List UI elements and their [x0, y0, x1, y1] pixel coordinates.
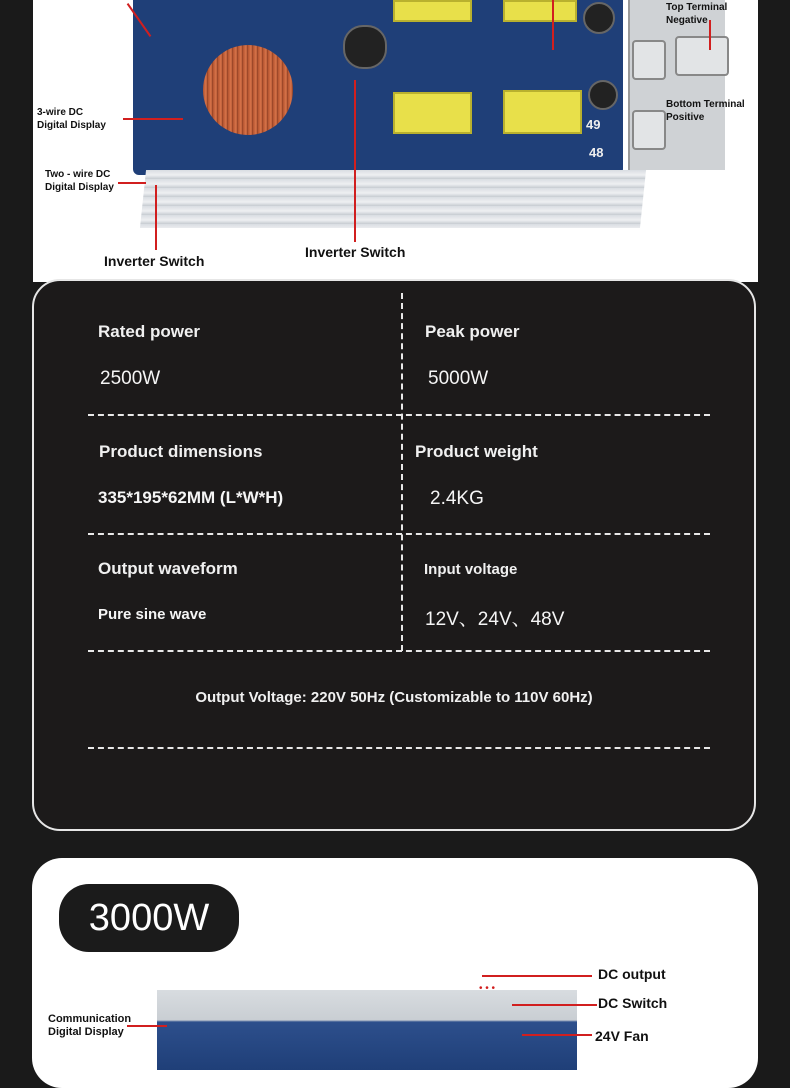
label-fan: 24V Fan: [595, 1028, 649, 1044]
dimensions-label: Product dimensions: [99, 442, 263, 461]
weight-value: 2.4KG: [430, 488, 484, 509]
label-line: Digital Display: [48, 1026, 124, 1038]
next-section-panel: [32, 858, 758, 1088]
label-line: Bottom Terminal: [666, 99, 745, 110]
callout-line: [123, 118, 183, 120]
board-diagram: [33, 0, 758, 282]
label-line: Negative: [666, 15, 708, 26]
label-line: Positive: [666, 112, 705, 123]
callout-line: [354, 80, 356, 242]
output-voltage-note: Output Voltage: 220V 50Hz (Customizable to 110V 60Hz): [195, 689, 593, 706]
callout-line: [512, 1004, 597, 1006]
label-top-terminal: [666, 1, 727, 27]
divider-vertical: [401, 293, 403, 651]
rated-power-label: Rated power: [98, 322, 201, 341]
label-line: Digital Display: [45, 182, 114, 193]
label-communication-display: [48, 1013, 131, 1039]
label-2-wire-display: [45, 168, 114, 194]
label-line: 3-wire DC: [37, 107, 84, 118]
heatsink-image: [140, 170, 646, 228]
cap-mark-48: 48: [589, 145, 604, 160]
transformer-image: [393, 0, 472, 22]
callout-line: [482, 975, 592, 977]
callout-line: [118, 182, 146, 184]
input-voltage-value: 12V、24V、48V: [425, 609, 565, 630]
rated-power-value: 2500W: [100, 368, 161, 389]
label-dc-output: DC output: [598, 966, 666, 982]
divider-row: [88, 747, 710, 749]
terminal-bolt-image: [632, 40, 666, 80]
power-badge: 3000W: [59, 884, 239, 952]
label-dc-switch: DC Switch: [598, 995, 668, 1011]
transformer-image: [503, 90, 582, 134]
label-inverter-switch-left: Inverter Switch: [104, 253, 205, 269]
capacitor-image: [343, 25, 387, 69]
circuit-board-image: [133, 0, 623, 175]
capacitor-image: [583, 2, 615, 34]
label-line: Digital Display: [37, 120, 106, 131]
copper-coil-image: [203, 45, 293, 135]
weight-label: Product weight: [415, 442, 538, 461]
label-line: Communication: [48, 1013, 132, 1025]
cap-mark-49: 49: [586, 117, 601, 132]
waveform-label: Output waveform: [98, 559, 238, 578]
circuit-board-image: [157, 990, 577, 1070]
terminal-bolt-image: [675, 36, 729, 76]
transformer-image: [393, 92, 472, 134]
divider-row: [88, 650, 710, 652]
spec-panel: [32, 279, 756, 831]
capacitor-image: [588, 80, 618, 110]
dimensions-value: 335*195*62MM (L*W*H): [98, 488, 284, 507]
red-dots: • • •: [479, 983, 496, 994]
callout-line: [522, 1034, 592, 1036]
label-line: Top Terminal: [666, 2, 728, 13]
callout-line: [127, 1025, 167, 1027]
waveform-value: Pure sine wave: [98, 606, 207, 623]
divider-row: [88, 414, 710, 416]
terminal-bolt-image: [632, 110, 666, 150]
divider-row: [88, 533, 710, 535]
callout-line: [155, 185, 157, 250]
peak-power-value: 5000W: [428, 368, 489, 389]
label-inverter-switch-center: Inverter Switch: [305, 244, 406, 260]
peak-power-label: Peak power: [425, 322, 520, 341]
input-voltage-label: Input voltage: [424, 561, 518, 578]
transformer-image: [503, 0, 577, 22]
label-3-wire-display: [37, 106, 106, 132]
label-bottom-terminal: [666, 98, 745, 124]
label-line: Two - wire DC: [45, 169, 111, 180]
callout-line: [552, 0, 554, 50]
